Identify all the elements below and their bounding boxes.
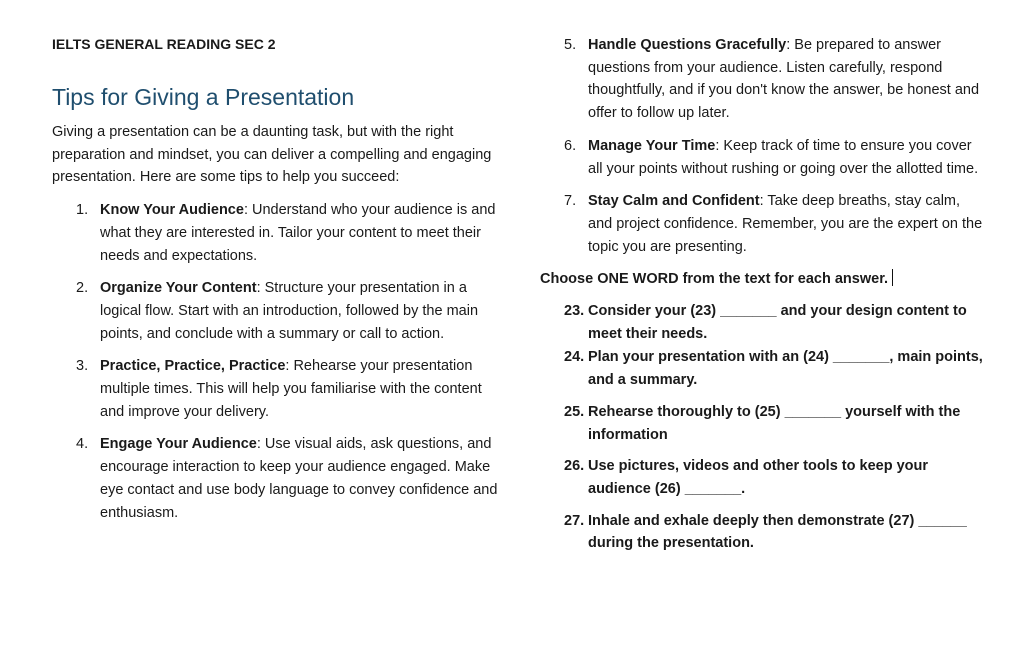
page-title: Tips for Giving a Presentation bbox=[52, 84, 355, 110]
question-item bbox=[540, 510, 985, 555]
tip-item bbox=[52, 277, 500, 345]
tip-number: 7. bbox=[564, 193, 577, 210]
tip-number: 6. bbox=[564, 137, 577, 154]
instruction-label: Choose ONE WORD from the text for each answer. bbox=[540, 271, 889, 288]
tips-list-right bbox=[540, 34, 985, 258]
tip-title: Stay Calm and Confident bbox=[588, 193, 760, 210]
left-column bbox=[52, 34, 500, 534]
question-text: Consider your (23) _______ and your design content to meet their needs. bbox=[588, 303, 967, 342]
text-cursor bbox=[892, 269, 893, 286]
question-number: 26. bbox=[564, 458, 585, 475]
tip-number: 4. bbox=[76, 436, 89, 453]
tip-number: 5. bbox=[564, 37, 577, 53]
tip-item bbox=[540, 34, 985, 125]
tip-text: : Understand who your audience is and what they are interested in. Tailor your content to meet their needs and expectations. bbox=[100, 202, 496, 264]
right-column bbox=[540, 34, 985, 564]
tip-text: : Rehearse your presentation multiple times. This will help you familiarise with the content and improve your delivery. bbox=[100, 358, 482, 420]
question-number: 24. bbox=[564, 349, 585, 366]
tip-title: Manage Your Time bbox=[588, 137, 716, 154]
question-number: 23. bbox=[564, 303, 585, 320]
tip-title: Organize Your Content bbox=[100, 280, 257, 297]
section-title: IELTS GENERAL READING SEC 2 bbox=[52, 36, 276, 52]
tip-text: : Be prepared to answer questions from your audience. Listen carefully, respond thoughtfully, and if you don't know the answer, be honest and offer to follow up later. bbox=[588, 37, 980, 122]
tip-title: Know Your Audience bbox=[100, 202, 244, 219]
instruction-text[interactable] bbox=[540, 268, 985, 291]
question-text: Plan your presentation with an (24) _______, main points, and a summary. bbox=[588, 349, 983, 389]
question-number: 27. bbox=[564, 512, 585, 529]
question-item bbox=[540, 346, 985, 391]
tips-list-left bbox=[52, 199, 500, 524]
tip-item bbox=[52, 199, 500, 267]
tip-title: Engage Your Audience bbox=[100, 436, 257, 453]
tip-text: : Take deep breaths, stay calm, and project confidence. Remember, you are the expert on the topic you are presenting. bbox=[588, 193, 983, 255]
tip-title: Handle Questions Gracefully bbox=[588, 37, 787, 53]
tip-text: : Keep track of time to ensure you cover all your points without rushing or going over the allotted time. bbox=[588, 137, 979, 177]
tip-item bbox=[540, 135, 985, 180]
tip-number: 1. bbox=[76, 202, 89, 219]
intro-paragraph: Giving a presentation can be a daunting task, but with the right preparation and mindset, you can deliver a compelling and engaging presentation. Here are some tips to help you succeed: bbox=[52, 124, 492, 186]
tip-text: : Structure your presentation in a logical flow. Start with an introduction, followed by the main points, and conclude with a summary or call to action. bbox=[100, 280, 479, 342]
question-text: Inhale and exhale deeply then demonstrate (27) ______ during the presentation. bbox=[588, 512, 967, 552]
tip-number: 3. bbox=[76, 358, 89, 375]
question-item bbox=[540, 455, 985, 500]
question-item bbox=[540, 300, 985, 345]
tip-item bbox=[540, 190, 985, 258]
tip-number: 2. bbox=[76, 280, 89, 297]
question-text: Rehearse thoroughly to (25) _______ yourself with the information bbox=[588, 403, 961, 443]
tip-text: : Use visual aids, ask questions, and encourage interaction to keep your audience engaged. Make eye contact and use body language to convey confidence and enthusiasm. bbox=[100, 436, 498, 521]
questions-list bbox=[540, 300, 985, 555]
tip-item bbox=[52, 355, 500, 423]
question-number: 25. bbox=[564, 403, 585, 420]
tip-item bbox=[52, 433, 500, 524]
question-item bbox=[540, 401, 985, 446]
question-text: Use pictures, videos and other tools to keep your audience (26) _______. bbox=[588, 458, 929, 497]
tip-title: Practice, Practice, Practice bbox=[100, 358, 286, 375]
